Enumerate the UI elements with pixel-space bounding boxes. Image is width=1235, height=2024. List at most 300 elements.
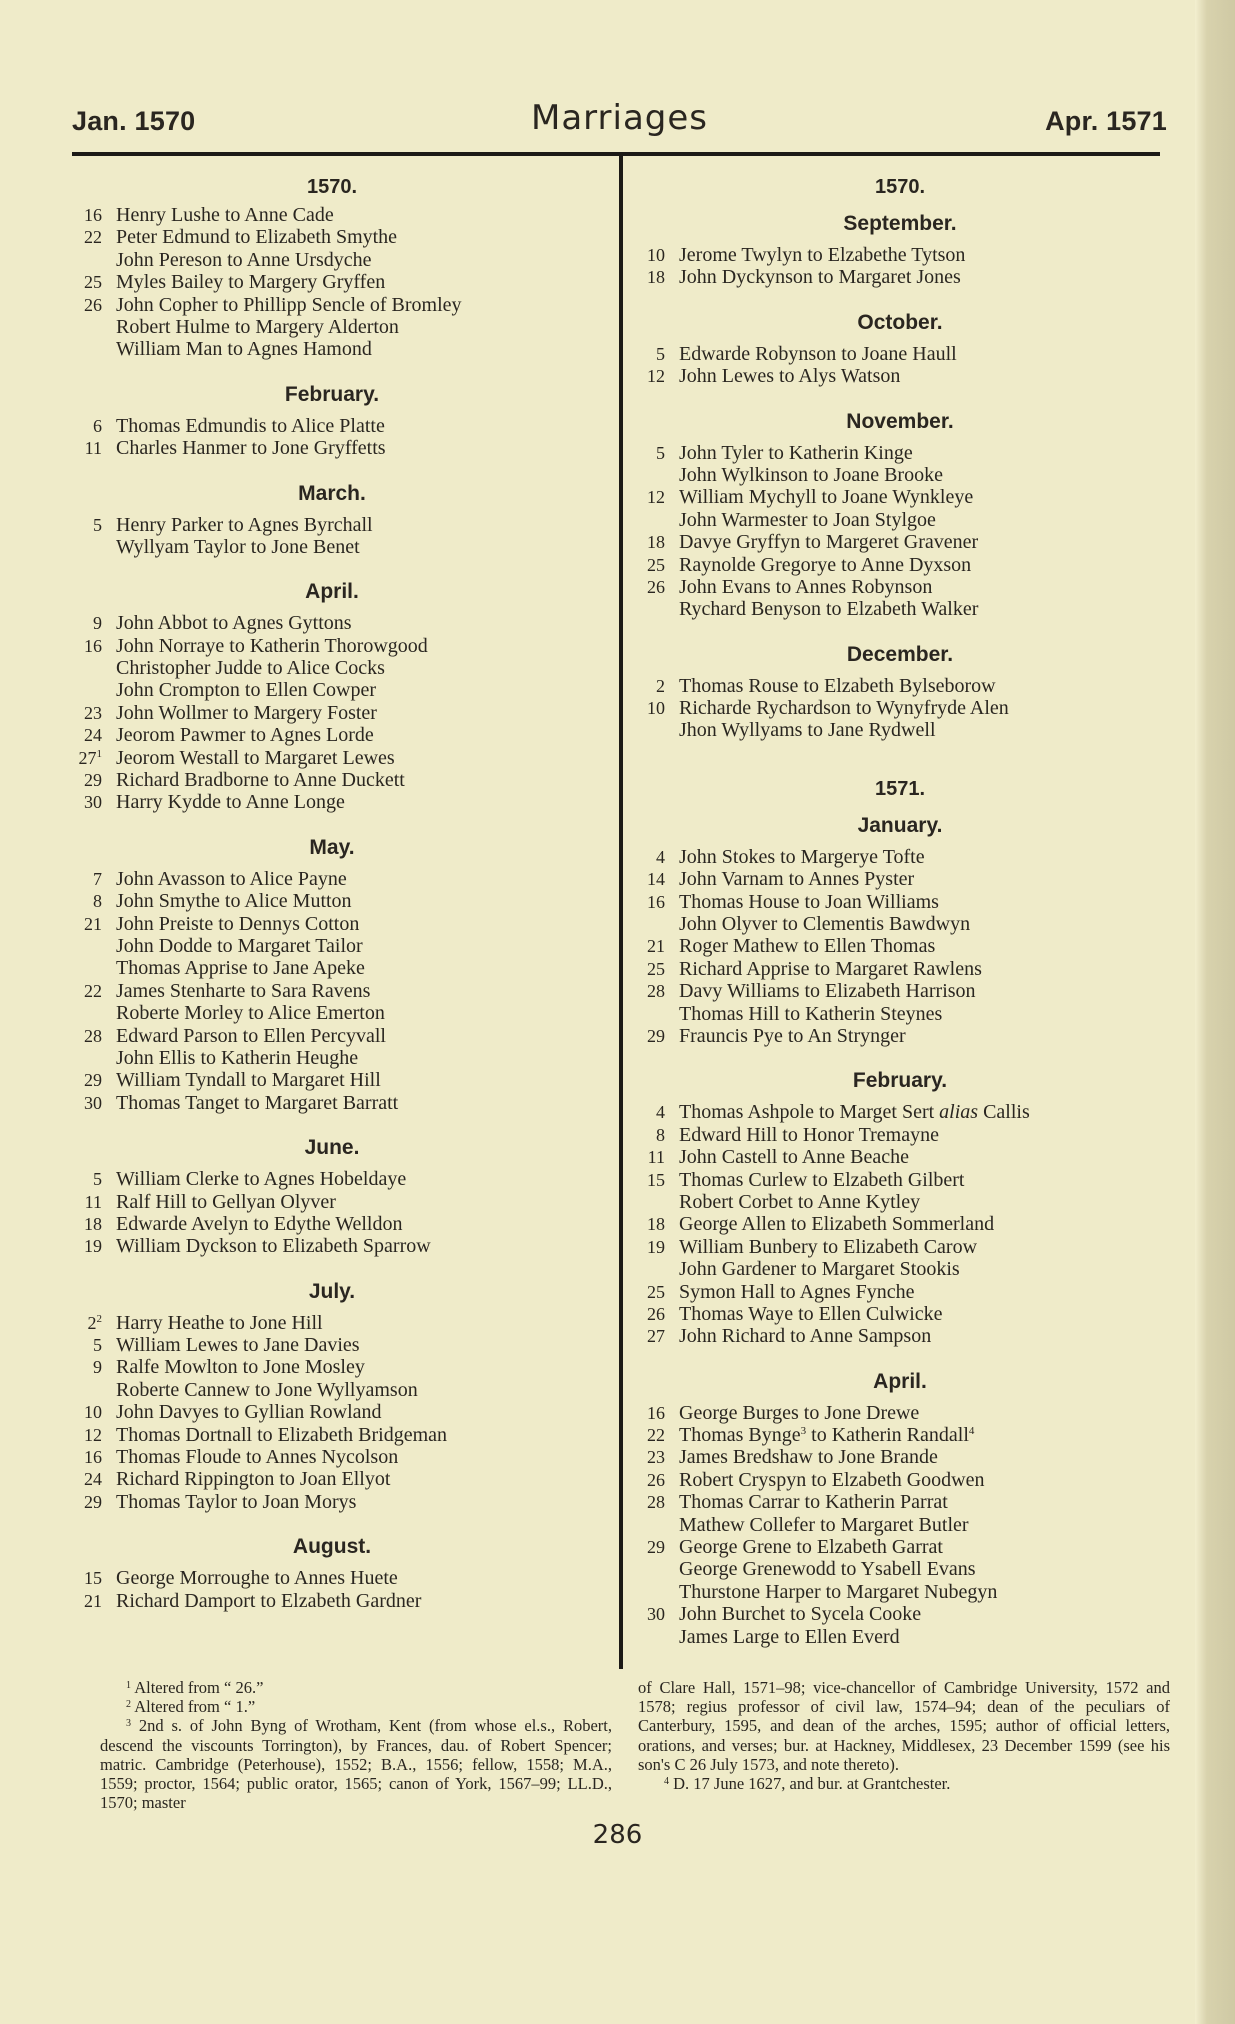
entry-day: 26 <box>647 1469 665 1490</box>
marriage-entry <box>625 1558 1175 1580</box>
entry-names: Robert Hulme to Margery Alderton <box>116 315 399 338</box>
entry-names: Harry Kydde to Anne Longe <box>116 791 345 814</box>
marriage-entry <box>625 1469 1175 1491</box>
marriage-entry <box>62 1191 602 1213</box>
entry-day <box>625 1191 679 1213</box>
entry-day: 5 <box>93 1169 102 1190</box>
marriage-entry <box>62 1213 602 1235</box>
entry-names: John Dodde to Margaret Tailor <box>116 934 363 957</box>
entry-names: Thomas Rouse to Elzabeth Bylseborow <box>679 674 996 697</box>
marriage-entry <box>625 509 1175 531</box>
entry-day <box>625 719 679 741</box>
marriage-entry <box>62 1446 602 1468</box>
marriage-entry <box>62 1567 602 1589</box>
marriage-entry <box>62 657 602 679</box>
marriage-entry <box>62 1002 602 1024</box>
entry-day <box>62 316 116 338</box>
entry-names: William Clerke to Agnes Hobeldaye <box>116 1168 407 1191</box>
marriage-entry <box>62 791 602 813</box>
entry-day: 4 <box>656 1102 665 1123</box>
entry-names: John Copher to Phillipp Sencle of Bromley <box>116 293 462 316</box>
entry-names: James Bredshaw to Jone Brande <box>679 1446 938 1469</box>
entry-names: Charles Hanmer to Jone Gryffetts <box>116 437 386 460</box>
entry-day: 5 <box>656 343 665 364</box>
month-heading: February. <box>852 1069 948 1093</box>
marriage-entry <box>62 1069 602 1091</box>
marriage-entry <box>62 1334 602 1356</box>
entry-day: 28 <box>647 981 665 1002</box>
month-heading: April. <box>305 580 359 604</box>
entry-day: 9 <box>93 1357 102 1378</box>
marriage-entry <box>62 1356 602 1378</box>
entry-day: 24 <box>84 1469 102 1490</box>
entry-names: Robert Cryspyn to Elzabeth Goodwen <box>679 1468 985 1491</box>
footnote-mark: 4 <box>664 1776 669 1788</box>
marriage-entry <box>625 1169 1175 1191</box>
marriage-entry <box>625 719 1175 741</box>
footnote-ref: 2 <box>96 1312 102 1325</box>
entry-day: 28 <box>647 1492 665 1513</box>
entry-day: 25 <box>647 554 665 575</box>
marriage-entry <box>625 1626 1175 1648</box>
entry-day: 27 <box>647 1326 665 1347</box>
entry-day: 21 <box>84 913 102 934</box>
entry-names: Myles Bailey to Margery Gryffen <box>116 271 386 294</box>
marriage-entry <box>62 1168 602 1190</box>
entry-day <box>625 509 679 531</box>
entry-names: George Grene to Elzabeth Garrat <box>679 1536 943 1559</box>
entry-day <box>625 598 679 620</box>
entry-names: Wyllyam Taylor to Jone Benet <box>116 535 360 558</box>
marriage-entry <box>62 271 602 293</box>
entry-names: Edwarde Robynson to Joane Haull <box>679 342 957 365</box>
running-head-left: Jan. 1570 <box>72 106 196 136</box>
marriage-entry <box>62 1468 602 1490</box>
entry-day: 12 <box>84 1424 102 1445</box>
marriage-entry <box>625 846 1175 868</box>
header-rule <box>72 152 1160 156</box>
entry-names: Ralfe Mowlton to Jone Mosley <box>116 1356 365 1379</box>
entry-day <box>62 249 116 271</box>
entry-day <box>62 338 116 360</box>
marriage-entry <box>62 635 602 657</box>
entry-names: James Stenharte to Sara Ravens <box>116 979 371 1002</box>
entry-day <box>62 536 116 558</box>
footnote-ref: 4 <box>968 1425 975 1438</box>
entry-day: 29 <box>647 1025 665 1046</box>
entry-names: William Man to Agnes Hamond <box>116 338 372 361</box>
entry-day <box>62 657 116 679</box>
marriage-entry <box>625 868 1175 890</box>
entry-day <box>625 464 679 486</box>
entry-day: 14 <box>647 869 665 890</box>
marriage-entry <box>625 958 1175 980</box>
running-head-right: Apr. 1571 <box>1045 106 1167 136</box>
marriage-entry <box>625 1424 1175 1446</box>
entry-day: 12 <box>647 487 665 508</box>
entry-names: Davy Williams to Elizabeth Harrison <box>679 980 976 1003</box>
marriage-entry <box>62 204 602 226</box>
entry-names: John Avasson to Alice Payne <box>116 867 347 890</box>
entry-day <box>62 935 116 957</box>
entry-names: Thomas Taylor to Joan Morys <box>116 1490 357 1513</box>
entry-names: John Crompton to Ellen Cowper <box>116 679 376 702</box>
entry-day: 9 <box>93 613 102 634</box>
entry-day: 16 <box>647 1402 665 1423</box>
marriage-entry <box>62 1590 602 1612</box>
entry-day: 30 <box>84 1092 102 1113</box>
year-heading: 1571. <box>874 777 926 800</box>
entry-names: John Olyver to Clementis Bawdwyn <box>679 913 971 936</box>
entry-names: William Mychyll to Joane Wynkleye <box>679 486 974 509</box>
right-column <box>625 170 1175 1648</box>
entry-names: Roberte Cannew to Jone Wyllyamson <box>116 1378 418 1401</box>
column-divider <box>619 154 623 1669</box>
footnote: of Clare Hall, 1571–98; vice-chancellor of Cambridge University, 1572 and 1578; regius professor of civil law, 1574–94; dean of the peculiars of Canterbury, 1595, and dean of the arches, 1595; author of official letters, orations, and verses; bur. at Hackney, Middlesex, 23 December 1599 (see his son's C 26 July 1573, and note thereto). <box>638 1678 1170 1774</box>
entry-day <box>625 913 679 935</box>
entry-names: John Smythe to Alice Mutton <box>116 890 352 913</box>
entry-day: 15 <box>84 1568 102 1589</box>
entry-names: Jeorom Westall to Margaret Lewes <box>116 746 395 769</box>
marriage-entry <box>625 935 1175 957</box>
marriage-entry <box>62 612 602 634</box>
marriage-entry <box>625 1402 1175 1424</box>
entry-day: 11 <box>84 1191 102 1212</box>
footnote-mark: 2 <box>126 1699 131 1711</box>
entry-day: 12 <box>647 366 665 387</box>
month-heading: January. <box>857 813 943 837</box>
marriage-entry <box>625 913 1175 935</box>
entry-names: Jerome Twylyn to Elzabethe Tytson <box>679 244 966 266</box>
footnote-mark: 3 <box>126 1718 131 1730</box>
marriage-entry <box>62 1491 602 1513</box>
running-head-title: Marriages <box>530 98 709 138</box>
entry-day: 29 <box>647 1537 665 1558</box>
month-heading: July. <box>308 1279 356 1303</box>
month-heading: May. <box>309 835 355 859</box>
marriage-entry <box>62 724 602 746</box>
footnote-mark: 1 <box>126 1680 131 1691</box>
entry-names: John Burchet to Sycela Cooke <box>679 1603 922 1626</box>
entry-italic: alias <box>939 1101 979 1124</box>
marriage-entry <box>625 1101 1175 1123</box>
entry-day: 16 <box>84 1447 102 1468</box>
entry-day <box>625 1514 679 1536</box>
year-heading: 1570. <box>874 176 926 198</box>
entry-names: Henry Lushe to Anne Cade <box>116 204 334 226</box>
entry-day <box>625 1626 679 1648</box>
entry-names: John Warmester to Joan Stylgoe <box>679 508 936 531</box>
marriage-entry <box>625 1581 1175 1603</box>
footnote: $^1$ Altered from “ 26.” <box>126 1678 264 1697</box>
entry-day: 18 <box>647 267 665 288</box>
entry-names: John Davyes to Gyllian Rowland <box>116 1401 382 1424</box>
entry-day: 21 <box>84 1590 102 1611</box>
marriage-entry <box>62 935 602 957</box>
footnote-ref: 1 <box>96 747 102 760</box>
marriage-entry <box>625 598 1175 620</box>
marriage-entry <box>625 980 1175 1002</box>
entry-day <box>62 679 116 701</box>
month-heading: February. <box>284 382 380 406</box>
marriage-entry <box>625 1003 1175 1025</box>
marriage-entry <box>62 868 602 890</box>
entry-names: John Evans to Annes Robynson <box>679 575 933 598</box>
entry-names: Rychard Benyson to Elzabeth Walker <box>679 598 979 621</box>
entry-day: 25 <box>647 1281 665 1302</box>
entry-names: John Ellis to Katherin Heughe <box>116 1046 359 1069</box>
marriage-entry <box>625 1236 1175 1258</box>
entry-names: Thomas Tanget to Margaret Barratt <box>116 1091 399 1114</box>
entry-day <box>62 1002 116 1024</box>
entry-names: Richard Apprise to Margaret Rawlens <box>679 957 982 980</box>
marriage-entry <box>62 1401 602 1423</box>
entry-day: 22 <box>84 227 102 248</box>
entry-day: 16 <box>84 635 102 656</box>
entry-names: Frauncis Pye to An Strynger <box>679 1024 906 1047</box>
marriage-entry <box>625 1325 1175 1347</box>
entry-day: 8 <box>656 1124 665 1145</box>
entry-day: 8 <box>93 891 102 912</box>
marriage-entry <box>625 486 1175 508</box>
entry-names: Richarde Rychardson to Wynyfryde Alen <box>679 697 1009 720</box>
month-heading: October. <box>857 310 943 334</box>
marriage-entry <box>625 531 1175 553</box>
entry-names: John Dyckynson to Margaret Jones <box>679 266 961 289</box>
entry-names: Thomas Edmundis to Alice Platte <box>116 414 385 437</box>
entry-names: Richard Damport to Elzabeth Gardner <box>116 1589 422 1612</box>
entry-day <box>625 1581 679 1603</box>
entry-day: 30 <box>647 1604 665 1625</box>
marriage-entry <box>62 1312 602 1334</box>
entry-names: Thomas Carrar to Katherin Parrat <box>679 1491 948 1514</box>
entry-names: John Richard to Anne Sampson <box>679 1325 932 1348</box>
entry-day: 23 <box>647 1447 665 1468</box>
entry-day: 10 <box>647 245 665 265</box>
entry-names: Thomas Dortnall to Elizabeth Bridgeman <box>116 1423 448 1446</box>
entry-day: 5 <box>93 1335 102 1356</box>
entry-names: William Bunbery to Elizabeth Carow <box>679 1235 978 1258</box>
entry-day: 21 <box>647 936 665 957</box>
entry-names: Edward Hill to Honor Tremayne <box>679 1123 939 1146</box>
entry-day: 19 <box>647 1236 665 1257</box>
entry-names: John Stokes to Margerye Tofte <box>679 845 925 868</box>
entry-names: John Wylkinson to Joane Brooke <box>679 463 943 486</box>
marriage-entry <box>62 1025 602 1047</box>
entry-day <box>625 1558 679 1580</box>
marriage-entry <box>625 1025 1175 1047</box>
month-heading: April. <box>873 1369 927 1393</box>
marriage-entry <box>62 1379 602 1401</box>
entry-names: John Castell to Anne Beache <box>679 1146 909 1169</box>
entry-day: 26 <box>647 576 665 597</box>
marriage-entry <box>625 442 1175 464</box>
marriage-entry <box>625 464 1175 486</box>
entry-names: Christopher Judde to Alice Cocks <box>116 657 385 680</box>
marriage-entry <box>625 554 1175 576</box>
entry-names: William Tyndall to Margaret Hill <box>116 1069 381 1092</box>
marriage-entry <box>62 415 602 437</box>
entry-names: Harry Heathe to Jone Hill <box>116 1311 323 1334</box>
entry-names: Richard Bradborne to Anne Duckett <box>116 769 405 792</box>
footnote-ref: 3 <box>800 1425 807 1438</box>
marriage-entry <box>62 1235 602 1257</box>
entry-names: Jhon Wyllyams to Jane Rydwell <box>679 719 936 742</box>
entry-names: Ralf Hill to Gellyan Olyver <box>116 1190 336 1213</box>
marriage-entry <box>62 913 602 935</box>
entry-day: 30 <box>84 792 102 813</box>
entry-day: 29 <box>84 1491 102 1512</box>
entry-day: 18 <box>647 1214 665 1235</box>
entry-names: Raynolde Gregorye to Anne Dyxson <box>679 553 972 576</box>
entry-names: James Large to Ellen Everd <box>679 1625 900 1648</box>
entry-names: John Abbot to Agnes Gyttons <box>116 612 352 635</box>
marriage-entry <box>625 1258 1175 1280</box>
marriage-entry <box>625 1603 1175 1625</box>
entry-names: William Dyckson to Elizabeth Sparrow <box>116 1235 431 1258</box>
marriage-entry <box>625 1303 1175 1325</box>
entry-names: Thomas Waye to Ellen Culwicke <box>679 1302 943 1325</box>
marriage-entry <box>625 1281 1175 1303</box>
marriage-entry <box>625 266 1175 288</box>
entry-names: Thomas House to Joan Williams <box>679 890 939 913</box>
month-heading: June. <box>304 1136 360 1160</box>
marriage-entry <box>62 437 602 459</box>
marriage-entry <box>625 365 1175 387</box>
entry-names: Jeorom Pawmer to Agnes Lorde <box>116 724 374 747</box>
entry-day: 15 <box>647 1169 665 1190</box>
entry-names: George Grenewodd to Ysabell Evans <box>679 1558 976 1581</box>
entry-day: 5 <box>93 514 102 535</box>
entry-day: 16 <box>647 891 665 912</box>
entry-names: Thomas Hill to Katherin Steynes <box>679 1002 943 1025</box>
month-heading: August. <box>292 1535 372 1559</box>
marriage-entry <box>62 1047 602 1069</box>
footnote: $^4$ D. 17 June 1627, and bur. at Grantchester. <box>664 1774 951 1794</box>
entry-day: 18 <box>84 1213 102 1234</box>
month-heading: December. <box>846 642 954 666</box>
entry-names: Henry Parker to Agnes Byrchall <box>116 513 373 536</box>
entry-names: John Lewes to Alys Watson <box>679 365 901 388</box>
entry-names: George Morroughe to Annes Huete <box>116 1567 398 1590</box>
entry-day <box>625 1003 679 1025</box>
entry-day: 7 <box>93 868 102 889</box>
entry-day: $27^1$ <box>78 747 102 768</box>
entry-day <box>62 1047 116 1069</box>
entry-day: 4 <box>656 846 665 867</box>
entry-names: Roger Mathew to Ellen Thomas <box>679 935 936 958</box>
marriage-entry <box>62 1092 602 1114</box>
entry-names: George Burges to Jone Drewe <box>679 1401 920 1424</box>
entry-day: 16 <box>84 205 102 225</box>
entry-day: 11 <box>647 1147 665 1168</box>
entry-day: 10 <box>84 1402 102 1423</box>
entry-names: Thomas Curlew to Elzabeth Gilbert <box>679 1168 965 1191</box>
entry-names: John Wollmer to Margery Foster <box>116 701 377 724</box>
marriage-entry <box>62 890 602 912</box>
marriage-entry <box>62 338 602 360</box>
entry-day: 23 <box>84 702 102 723</box>
entry-day: $2^2$ <box>87 1312 102 1333</box>
entry-names: Thomas Bynge$^3$ to Katherin Randall$^4$ <box>679 1424 975 1447</box>
entry-day: 11 <box>84 438 102 459</box>
entry-names: Richard Rippington to Joan Ellyot <box>116 1468 391 1491</box>
left-column <box>62 170 602 1612</box>
entry-day: 29 <box>84 1070 102 1091</box>
entry-day: 26 <box>647 1303 665 1324</box>
marriage-entry <box>62 1424 602 1446</box>
entry-day: 25 <box>647 958 665 979</box>
entry-day: 26 <box>84 294 102 315</box>
month-heading: September. <box>843 212 957 235</box>
entry-names: John Preiste to Dennys Cotton <box>116 912 360 935</box>
marriage-entry <box>62 679 602 701</box>
page-number: 286 <box>592 1820 643 1850</box>
marriage-entry <box>625 1191 1175 1213</box>
marriage-entry <box>62 702 602 724</box>
marriage-entry <box>625 1124 1175 1146</box>
entry-names: Roberte Morley to Alice Emerton <box>116 1002 385 1025</box>
footnote: $^2$ Altered from “ 1.” <box>126 1697 256 1717</box>
entry-names: Thomas Floude to Annes Nycolson <box>116 1446 399 1469</box>
marriage-entry <box>62 316 602 338</box>
entry-day: 2 <box>656 675 665 696</box>
marriage-entry <box>62 294 602 316</box>
entry-names: Symon Hall to Agnes Fynche <box>679 1280 915 1303</box>
marriage-entry <box>62 514 602 536</box>
footnotes-left <box>100 1678 612 1812</box>
entry-names: Thomas Apprise to Jane Apeke <box>116 957 365 980</box>
marriage-entry <box>62 980 602 1002</box>
entry-names: Robert Corbet to Anne Kytley <box>679 1190 921 1213</box>
entry-day: 28 <box>84 1025 102 1046</box>
marriage-entry <box>62 957 602 979</box>
marriage-entry <box>62 536 602 558</box>
entry-day: 24 <box>84 725 102 746</box>
marriage-entry <box>625 1536 1175 1558</box>
entry-names: Mathew Collefer to Margaret Butler <box>679 1513 969 1536</box>
entry-names: John Pereson to Anne Ursdyche <box>116 248 372 271</box>
entry-day: 10 <box>647 698 665 719</box>
entry-day: 22 <box>647 1425 665 1446</box>
entry-day <box>625 1258 679 1280</box>
entry-names: John Norraye to Katherin Thorowgood <box>116 634 428 657</box>
month-heading: November. <box>846 409 954 433</box>
marriage-entry <box>625 1446 1175 1468</box>
marriage-entry <box>625 675 1175 697</box>
marriage-entry <box>625 576 1175 598</box>
month-heading: March. <box>298 481 366 505</box>
page-edge <box>1195 0 1235 2024</box>
entry-day <box>62 957 116 979</box>
marriage-entry <box>62 769 602 791</box>
entry-names: George Allen to Elizabeth Sommerland <box>679 1213 995 1236</box>
marriage-entry <box>625 343 1175 365</box>
footnote: $^3$ 2nd s. of John Byng of Wrotham, Kent (from whose el.s., Robert, descend the viscounts Torrington), by Frances, dau. of Robert Spencer; matric. Cambridge (Peterhouse), 1552; B.A., 1556; fellow, 1558; M.A., 1559; proctor, 1564; public orator, 1565; canon of York, 1567–99; LL.D., 1570; master <box>100 1716 612 1813</box>
entry-day: 5 <box>656 442 665 463</box>
year-heading: 1570. <box>306 176 358 198</box>
marriage-entry <box>625 244 1175 266</box>
running-head <box>72 98 1167 148</box>
marriage-entry <box>625 891 1175 913</box>
entry-day: 19 <box>84 1236 102 1257</box>
entry-names: William Lewes to Jane Davies <box>116 1334 360 1357</box>
footnotes-right <box>638 1678 1170 1793</box>
entry-day: 18 <box>647 532 665 553</box>
marriage-entry <box>625 1146 1175 1168</box>
marriage-entry <box>62 249 602 271</box>
entry-names: John Tyler to Katherin Kinge <box>679 441 913 464</box>
